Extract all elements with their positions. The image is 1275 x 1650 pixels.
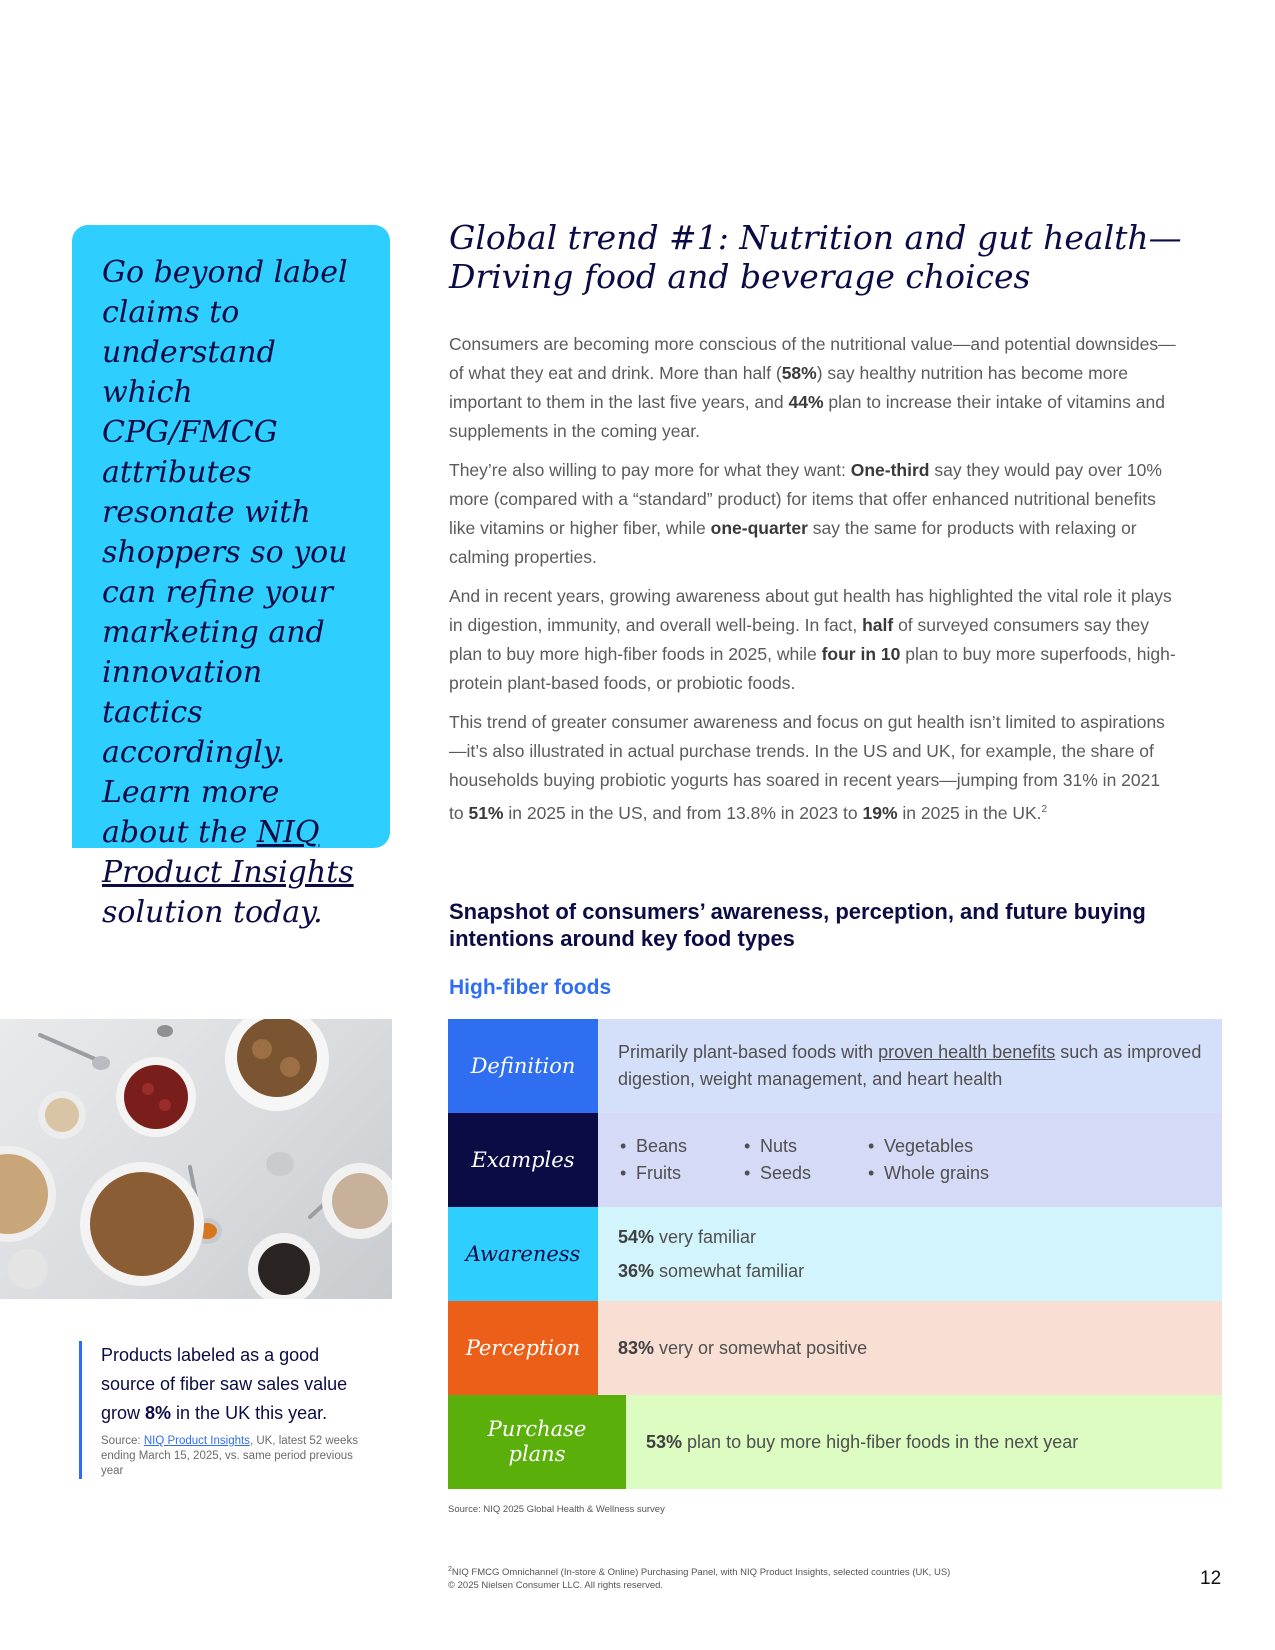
callout-text: Go beyond label claims to understand which CPG/FMCG attributes resonate with shoppers so you can refine your marketing and innovation tactics accordingly. Learn more about the NIQ Product Insights solution today. — [102, 255, 354, 930]
row-label-definition: Definition — [448, 1019, 598, 1113]
footnote: $^2$NIQ FMCG Omnichannel (In-store & Online) Purchasing Panel, with NIQ Product Insights, selected countries (UK, US) © 2025 Nielsen Consumer LLC. All rights reserved. — [448, 1566, 951, 1592]
paragraph: Consumers are becoming more conscious of the nutritional value—and potential downsides—of what they eat and drink. More than half (58%) say healthy nutrition has become more important to them in the last five years, and 44% plan to increase their intake of vitamins and supplements in the coming year. — [449, 334, 1176, 441]
list-item: • Seeds — [742, 1160, 866, 1187]
snapshot-table — [448, 1019, 1222, 1489]
stat-text: Products labeled as a good source of fiber saw sales value grow 8% in the UK this year. — [101, 1345, 348, 1423]
food-bowls-photo — [0, 1019, 392, 1299]
table-source: Source: NIQ 2025 Global Health & Wellness survey — [448, 1504, 665, 1515]
table-row — [448, 1113, 1222, 1207]
niq-product-insights-link[interactable]: NIQ Product Insights — [102, 815, 354, 890]
table-row — [448, 1019, 1222, 1113]
list-item: • Beans — [618, 1133, 742, 1160]
list-item: • Whole grains — [866, 1160, 989, 1187]
body-text — [449, 330, 1179, 838]
row-value-perception: 83% very or somewhat positive — [598, 1301, 1222, 1395]
row-value-purchase-plans: 53% plan to buy more high-fiber foods in the next year — [626, 1395, 1222, 1489]
row-label-awareness: Awareness — [448, 1207, 598, 1301]
paragraph: They’re also willing to pay more for what they want: One-third say they would pay over 10% more (compared with a “standard” product) for items that offer enhanced nutritional benefits like vitamins or higher fiber, while one-quarter say the same for products with relaxing or calming properties. — [449, 460, 1162, 567]
page-number: 12 — [1200, 1568, 1222, 1589]
examples-column — [742, 1133, 866, 1187]
stat-callout — [79, 1341, 361, 1479]
paragraph: This trend of greater consumer awareness and focus on gut health isn’t limited to aspirations—it’s also illustrated in actual purchase trends. In the US and UK, for example, the share of households buying probiotic yogurts has soared in recent years—jumping from 31% in 2021 to 51% in 2025 in the US, and from 13.8% in 2023 to 19% in 2025 in the UK.$^2$ — [449, 712, 1165, 823]
table-title: High-fiber foods — [449, 976, 612, 999]
callout-box — [72, 225, 390, 930]
table-row — [448, 1207, 1222, 1301]
food-bowls-illustration — [0, 1019, 392, 1299]
row-label-perception: Perception — [448, 1301, 598, 1395]
examples-column — [866, 1133, 989, 1187]
niq-product-insights-source-link[interactable]: NIQ Product Insights — [143, 1435, 250, 1447]
table-row — [448, 1395, 1222, 1489]
row-value-awareness: 54% very familiar 36% somewhat familiar — [598, 1207, 1222, 1301]
paragraph: And in recent years, growing awareness about gut health has highlighted the vital role it plays in digestion, immunity, and overall well-being. In fact, half of surveyed consumers say they plan to buy more high-fiber foods in 2025, while four in 10 plan to buy more superfoods, high-protein plant-based foods, or probiotic foods. — [449, 586, 1176, 693]
table-row — [448, 1301, 1222, 1395]
stat-source: Source: NIQ Product Insights, UK, latest 52 weeks ending March 15, 2025, vs. same period previous year — [101, 1435, 358, 1477]
page-title: Global trend #1: Nutrition and gut health—Driving food and beverage choices — [449, 218, 1182, 296]
row-label-examples: Examples — [448, 1113, 598, 1207]
row-label-purchase-plans: Purchase plans — [448, 1395, 626, 1489]
row-value-definition: Primarily plant-based foods with proven health benefits such as improved digestion, weight management, and heart health — [598, 1019, 1222, 1113]
list-item: • Fruits — [618, 1160, 742, 1187]
list-item: • Vegetables — [866, 1133, 989, 1160]
list-item: • Nuts — [742, 1133, 866, 1160]
examples-column — [618, 1133, 742, 1187]
row-value-examples — [598, 1113, 1222, 1207]
section-title: Snapshot of consumers’ awareness, perception, and future buying intentions around key food types — [449, 899, 1146, 951]
